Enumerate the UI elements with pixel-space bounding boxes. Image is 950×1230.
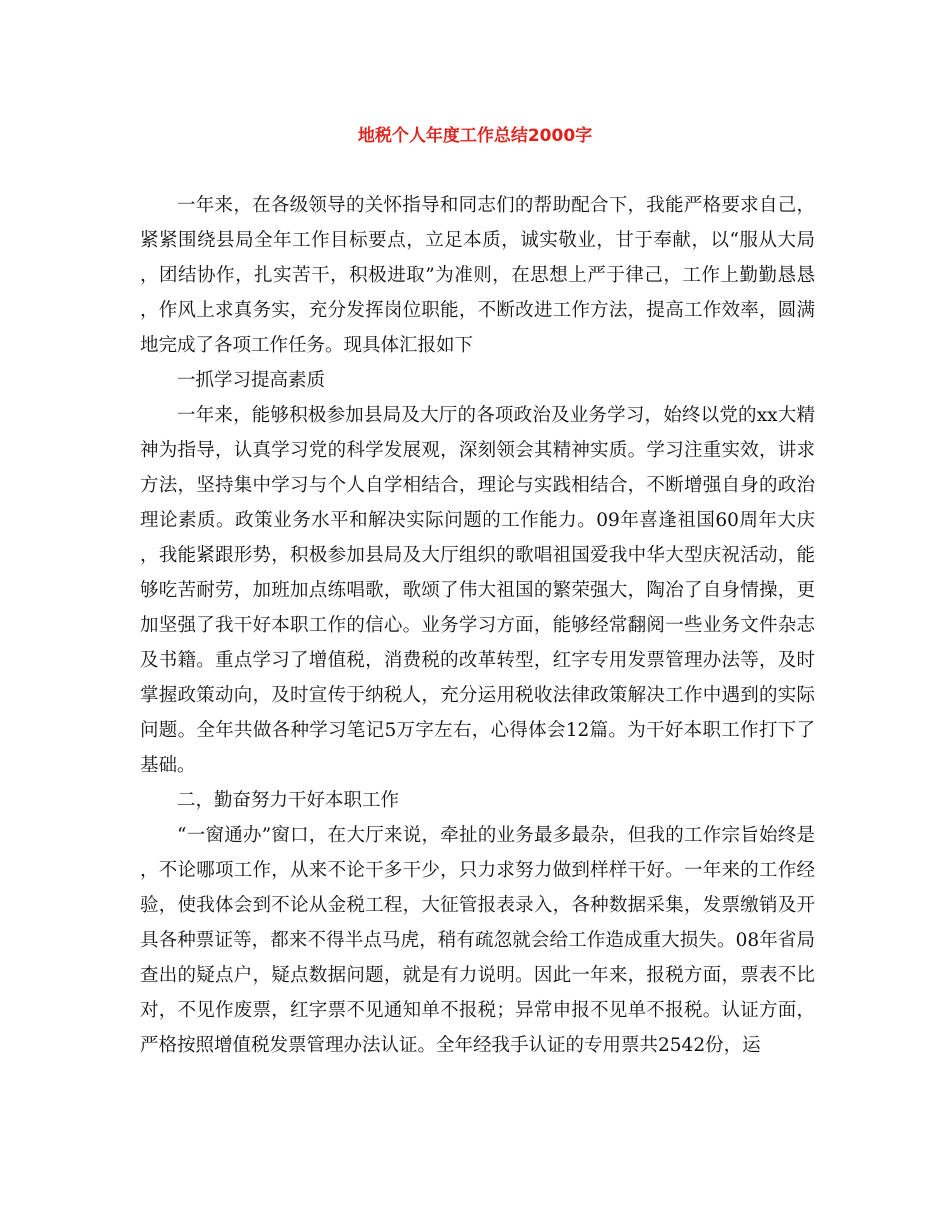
paragraph-study: 一年来，能够积极参加县局及大厅的各项政治及业务学习，始终以党的xx大精神为指导，认真学习党的科学发展观，深刻领会其精神实质。学习注重实效，讲求方法，坚持集中学习与个人自学相结合，理论与实践相结合，不断增强自身的政治理论素质。政策业务水平和解决实际问题的工作能力。09年喜逢祖国60周年大庆，我能紧跟形势，积极参加县局及大厅组织的歌唱祖国爱我中华大型庆祝活动，能够吃苦耐劳，加班加点练唱歌，歌颂了伟大祖国的繁荣强大，陶冶了自身情操，更加坚强了我干好本职工作的信心。业务学习方面，能够经常翻阅一些业务文件杂志及书籍。重点学习了增值税，消费税的改革转型，红字专用发票管理办法等，及时掌握政策动向，及时宣传于纳税人，充分运用税收法律政策解决工作中遇到的实际问题。全年共做各种学习笔记5万字左右，心得体会12篇。为干好本职工作打下了基础。	[140, 405, 815, 776]
paragraph-work: “一窗通办”窗口，在大厅来说，牵扯的业务最多最杂，但我的工作宗旨始终是，不论哪项工作，从来不论干多干少，只力求努力做到样样干好。一年来的工作经验，使我体会到不论从金税工程，大征管报表录入，各种数据采集，发票缴销及开具各种票证等，都来不得半点马虎，稍有疏忽就会给工作造成重大损失。08年省局查出的疑点户，疑点数据问题，就是有力说明。因此一年来，报税方面，票表不比对，不见作废票，红字票不见通知单不报税；异常申报不见单不报税。认证方面，严格按照增值税发票管理办法认证。全年经我手认证的专用票共2542份，运	[140, 825, 815, 1056]
document-body	[140, 188, 815, 1063]
section-heading-study: 一抓学习提高素质	[177, 370, 326, 391]
section-heading-work: 二，勤奋努力干好本职工作	[177, 790, 400, 811]
document-title: 地税个人年度工作总结2000字	[357, 126, 593, 146]
paragraph-intro: 一年来，在各级领导的关怀指导和同志们的帮助配合下，我能严格要求自己，紧紧围绕县局全年工作目标要点，立足本质，诚实敬业，甘于奉献，以“服从大局，团结协作，扎实苦干，积极进取”为准则，在思想上严于律己，工作上勤勤恳恳，作风上求真务实，充分发挥岗位职能，不断改进工作方法，提高工作效率，圆满地完成了各项工作任务。现具体汇报如下	[140, 195, 815, 356]
